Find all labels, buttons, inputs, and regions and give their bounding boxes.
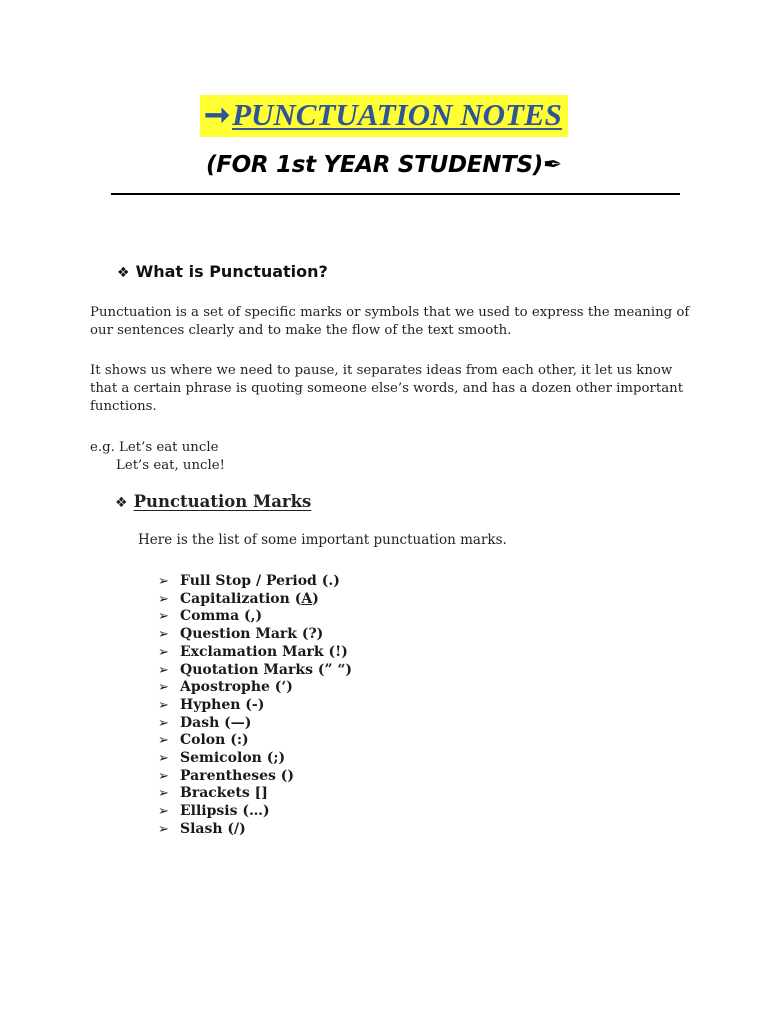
list-item-text-suffix: ): [312, 590, 319, 607]
pen-nib-icon: ✒: [542, 152, 562, 178]
list-item-text: Dash (—): [180, 714, 252, 731]
definition-paragraph: [90, 304, 690, 340]
page-subtitle-text: (FOR 1st YEAR STUDENTS): [206, 152, 543, 178]
list-item: [158, 732, 352, 750]
paragraph-line: It shows us where we need to pause, it separates ideas from each other, it let us know: [90, 363, 673, 378]
page-title-text: PUNCTUATION NOTES: [232, 97, 562, 132]
list-item: [158, 750, 352, 768]
list-item-text: Question Mark (?): [180, 626, 324, 643]
punctuation-marks-list: [158, 573, 352, 839]
arrowhead-bullet-icon: ➢: [158, 697, 169, 713]
paragraph-line: our sentences clearly and to make the flow of the text smooth.: [90, 323, 512, 338]
diamond-bullet-icon: ❖: [117, 265, 130, 281]
arrowhead-bullet-icon: ➢: [158, 715, 169, 731]
arrowhead-bullet-icon: ➢: [158, 591, 169, 607]
list-item-text: Capitalization (: [180, 590, 302, 607]
example-line: Let’s eat, uncle!: [116, 458, 225, 473]
arrowhead-bullet-icon: ➢: [158, 609, 169, 625]
list-item-text: Exclamation Mark (!): [180, 643, 348, 660]
list-item: [158, 591, 352, 609]
arrowhead-bullet-icon: ➢: [158, 662, 169, 678]
paragraph-line: Punctuation is a set of specific marks or symbols that we used to express the meaning of: [90, 305, 690, 320]
list-item: [158, 644, 352, 662]
arrowhead-bullet-icon: ➢: [158, 574, 169, 589]
list-item-text: Ellipsis (…): [180, 803, 270, 820]
list-item: [158, 768, 352, 786]
section-heading-what-is-punctuation: [117, 262, 328, 281]
list-item-text: Hyphen (-): [180, 696, 265, 713]
list-item: [158, 803, 352, 821]
list-item-text: Slash (/): [180, 820, 246, 837]
arrowhead-bullet-icon: ➢: [158, 644, 169, 660]
list-item-text: Comma (,): [180, 608, 263, 625]
list-item-text: Full Stop / Period (.): [180, 573, 340, 589]
list-item: [158, 679, 352, 697]
list-item: [158, 662, 352, 680]
function-paragraph: [90, 362, 690, 416]
list-item: [158, 608, 352, 626]
list-item: [158, 697, 352, 715]
example-block: [90, 439, 690, 475]
arrowhead-bullet-icon: ➢: [158, 804, 169, 820]
paragraph-line: that a certain phrase is quoting someone else’s words, and has a dozen other important: [90, 381, 684, 396]
list-item: [158, 626, 352, 644]
list-item: [158, 573, 352, 591]
arrowhead-bullet-icon: ➢: [158, 680, 169, 696]
section-heading-punctuation-marks: [115, 492, 311, 511]
list-item-underlined-letter: A: [301, 590, 313, 607]
list-item: [158, 821, 352, 839]
list-item-text: Colon (:): [180, 732, 249, 749]
title-divider: [111, 193, 680, 195]
diamond-bullet-icon: ❖: [115, 495, 128, 511]
list-item-text: Semicolon (;): [180, 750, 286, 767]
arrowhead-bullet-icon: ➢: [158, 627, 169, 643]
list-item-text: Brackets []: [180, 785, 268, 802]
page-title: [200, 95, 568, 137]
section-heading-text: Punctuation Marks: [133, 492, 312, 511]
list-item-text: Quotation Marks (” “): [180, 661, 353, 678]
page-subtitle: [0, 152, 768, 178]
arrowhead-bullet-icon: ➢: [158, 821, 169, 837]
list-item-text: Apostrophe (‘): [180, 679, 293, 696]
arrowhead-bullet-icon: ➢: [158, 786, 169, 802]
right-arrow-icon: ➞: [204, 97, 231, 132]
title-container: [0, 95, 768, 137]
arrowhead-bullet-icon: ➢: [158, 733, 169, 749]
arrowhead-bullet-icon: ➢: [158, 751, 169, 767]
section-heading-text: What is Punctuation?: [135, 262, 328, 281]
paragraph-line: functions.: [90, 399, 157, 414]
list-intro: Here is the list of some important punctuation marks.: [138, 532, 507, 548]
list-item: [158, 785, 352, 803]
arrowhead-bullet-icon: ➢: [158, 768, 169, 784]
list-item-text: Parentheses (): [180, 767, 295, 784]
example-line: e.g. Let’s eat uncle: [90, 440, 219, 455]
list-item: [158, 715, 352, 733]
